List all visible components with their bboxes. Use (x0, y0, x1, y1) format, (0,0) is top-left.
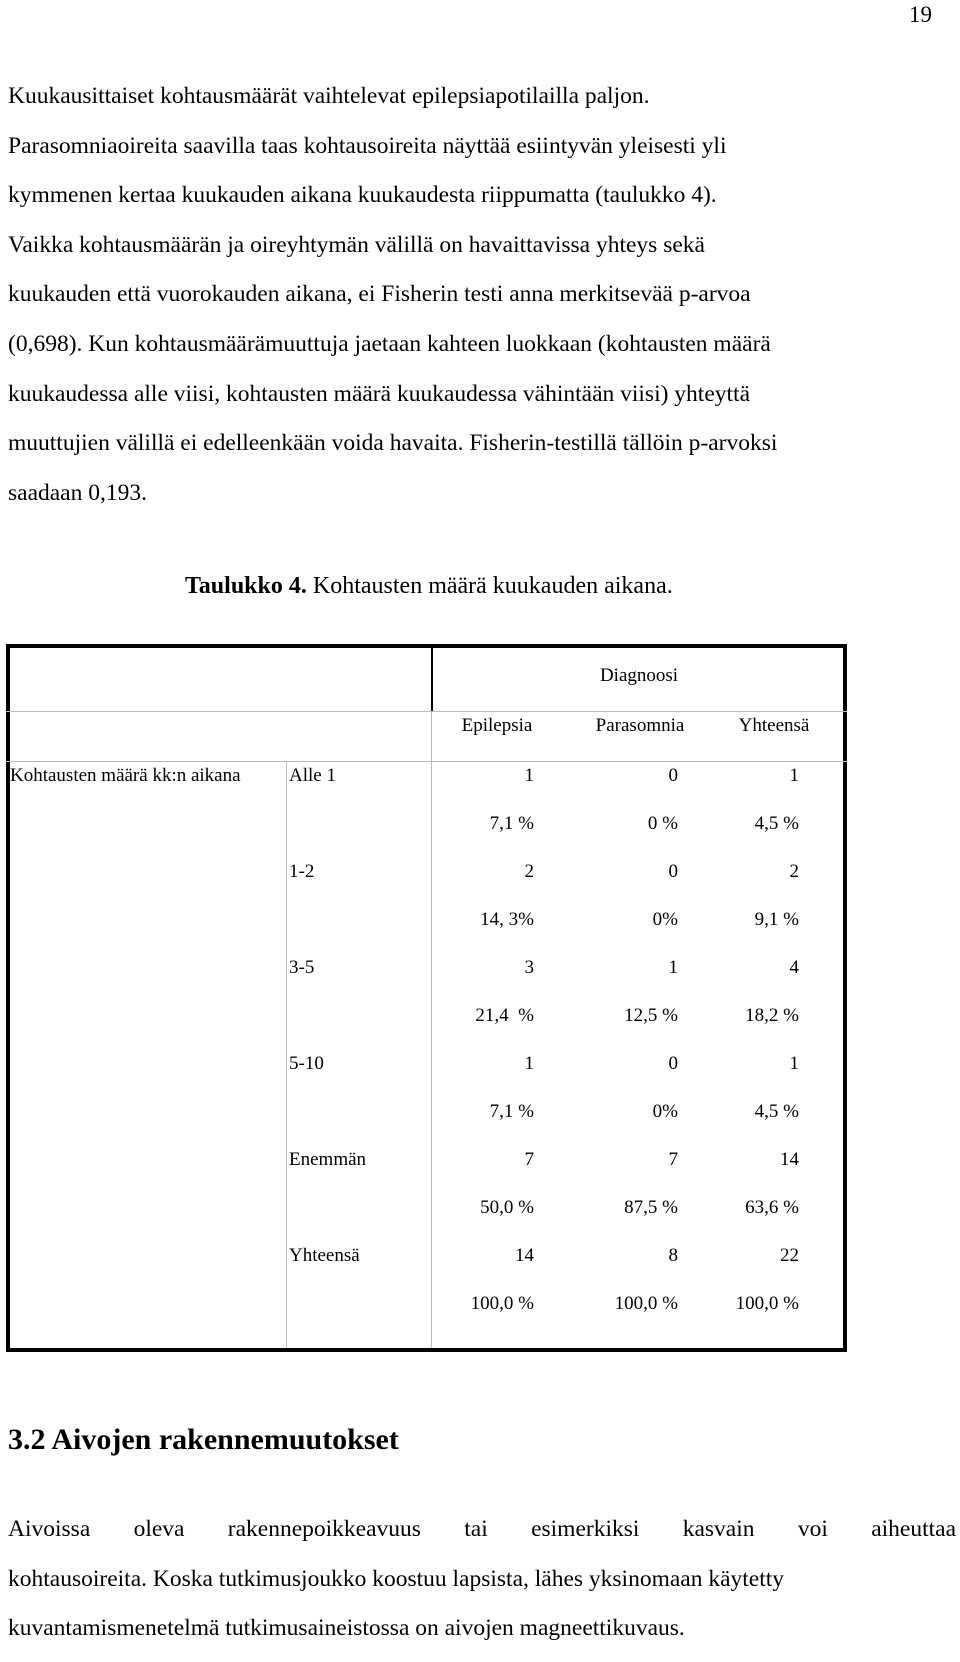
percent-cell: 50,0 % (480, 1197, 534, 1218)
group-header: Diagnoosi (599, 665, 679, 686)
percent-cell: 14, 3% (480, 909, 534, 930)
paragraph-line: Parasomniaoireita saavilla taas kohtausoireita näyttää esiintyvän yleisesti yli (8, 132, 727, 159)
row-label: 1-2 (289, 861, 315, 882)
count-cell: 0 (668, 861, 678, 882)
count-cell: 1 (668, 957, 678, 978)
paragraph-line: (0,698). Kun kohtausmäärämuuttuja jaetaan kahteen luokkaan (kohtausten määrä (8, 330, 771, 357)
section-heading: 3.2 Aivojen rakennemuutokset (8, 1423, 399, 1456)
paragraph-line: kuukaudessa alle viisi, kohtausten määrä kuukaudessa vähintään viisi) yhteyttä (8, 380, 751, 407)
row-label: Enemmän (289, 1149, 367, 1170)
count-cell: 1 (789, 765, 799, 786)
percent-cell: 0% (652, 1101, 678, 1122)
column-header: Parasomnia (595, 715, 685, 736)
table-border (6, 644, 10, 1352)
count-cell: 2 (789, 861, 799, 882)
paragraph-line: Vaikka kohtausmäärän ja oireyhtymän välillä on havaittavissa yhteys sekä (8, 231, 705, 258)
table-border (6, 1348, 847, 1352)
column-header: Yhteensä (738, 715, 810, 736)
paragraph-line: saadaan 0,193. (8, 479, 147, 506)
table-border (843, 644, 847, 1352)
paragraph-line: kuvantamismenetelmä tutkimusaineistossa on aivojen magneettikuvaus. (8, 1615, 685, 1642)
paragraph-2 (8, 1505, 956, 1654)
row-label: 5-10 (289, 1053, 324, 1074)
percent-cell: 12,5 % (624, 1005, 678, 1026)
table-border (6, 644, 847, 648)
count-cell: 0 (668, 1053, 678, 1074)
row-label: 3-5 (289, 957, 315, 978)
percent-cell: 0% (652, 909, 678, 930)
paragraph-line: Kuukausittaiset kohtausmäärät vaihtelevat epilepsiapotilailla paljon. (8, 83, 650, 109)
percent-cell: 9,1 % (754, 909, 799, 930)
paragraph-line: kohtausoireita. Koska tutkimusjoukko koostuu lapsista, lähes yksinomaan käytetty (8, 1565, 785, 1592)
count-cell: 3 (524, 957, 534, 978)
percent-cell: 18,2 % (745, 1005, 799, 1026)
percent-cell: 7,1 % (489, 1101, 534, 1122)
percent-cell: 87,5 % (624, 1197, 678, 1218)
count-cell: 1 (789, 1053, 799, 1074)
row-label: Yhteensä (289, 1245, 360, 1266)
table-border (286, 762, 287, 1348)
count-cell: 1 (524, 1053, 534, 1074)
table-caption-label: Taulukko 4. (185, 573, 307, 599)
table-border (6, 761, 847, 762)
paragraph-line: Aivoissa oleva rakennepoikkeavuus tai esimerkiksi kasvain voi aiheuttaa (8, 1516, 956, 1542)
percent-cell: 100,0 % (735, 1293, 799, 1314)
table-border (6, 711, 847, 712)
percent-cell: 21,4 % (475, 1005, 534, 1026)
table-caption-text: Kohtausten määrä kuukauden aikana. (306, 573, 673, 599)
paragraph-1 (8, 72, 956, 518)
count-cell: 0 (668, 765, 678, 786)
percent-cell: 7,1 % (489, 813, 534, 834)
count-cell: 14 (780, 1149, 799, 1170)
percent-cell: 4,5 % (754, 1101, 799, 1122)
table-caption (185, 573, 673, 600)
percent-cell: 4,5 % (754, 813, 799, 834)
count-cell: 2 (524, 861, 534, 882)
count-cell: 7 (524, 1149, 534, 1170)
percent-cell: 100,0 % (614, 1293, 678, 1314)
count-cell: 8 (668, 1245, 678, 1266)
table-border (431, 712, 432, 1348)
percent-cell: 0 % (647, 813, 678, 834)
column-header: Epilepsia (461, 715, 533, 736)
page-number: 19 (909, 2, 932, 27)
count-cell: 1 (524, 765, 534, 786)
percent-cell: 63,6 % (745, 1197, 799, 1218)
crosstab-table (6, 644, 847, 1352)
count-cell: 22 (780, 1245, 799, 1266)
count-cell: 7 (668, 1149, 678, 1170)
percent-cell: 100,0 % (470, 1293, 534, 1314)
paragraph-line: kymmenen kertaa kuukauden aikana kuukaudesta riippumatta (taulukko 4). (8, 182, 717, 209)
paragraph-line: muuttujien välillä ei edelleenkään voida havaita. Fisherin-testillä tällöin p-arvoksi (8, 430, 778, 457)
row-variable-label: Kohtausten määrä kk:n aikana (10, 765, 241, 786)
paragraph-line: kuukauden että vuorokauden aikana, ei Fisherin testi anna merkitsevää p-arvoa (8, 281, 751, 308)
count-cell: 4 (789, 957, 799, 978)
count-cell: 14 (515, 1245, 534, 1266)
row-label: Alle 1 (289, 765, 336, 786)
